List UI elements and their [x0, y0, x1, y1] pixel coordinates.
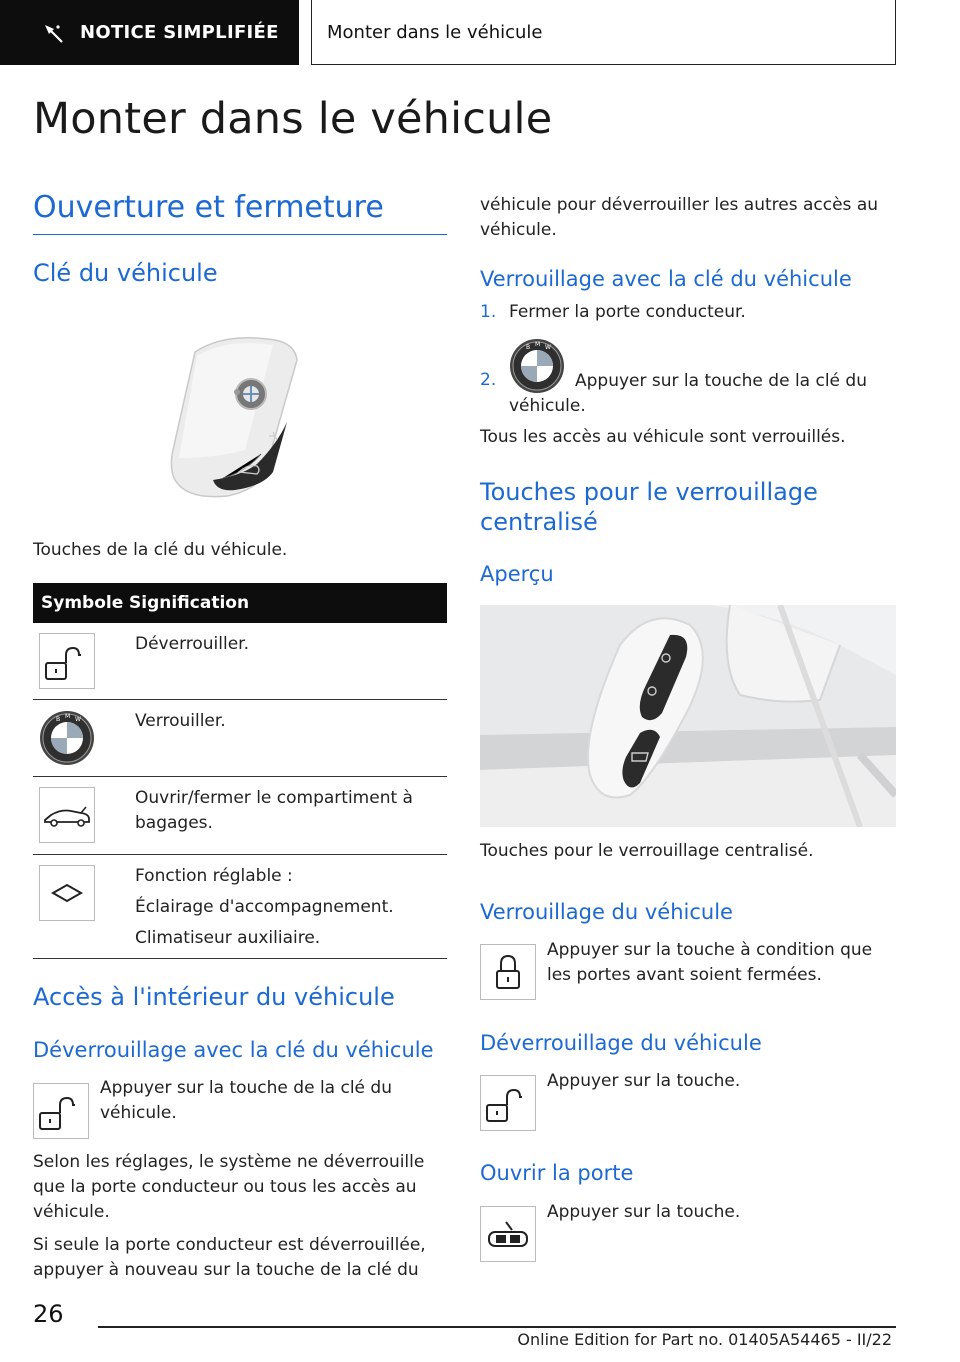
svg-text:B: B	[56, 716, 61, 723]
svg-text:M: M	[535, 341, 541, 348]
unlock-key-heading: Déverrouillage avec la clé du véhicule	[33, 1038, 434, 1062]
open-door-text: Appuyer sur la touche.	[547, 1202, 741, 1222]
unlock-icon	[39, 633, 95, 689]
svg-text:W: W	[75, 716, 81, 723]
bmw-logo-icon	[39, 710, 95, 766]
col-symbol: Symbole	[41, 593, 124, 613]
step-text: Fermer la porte conducteur.	[509, 302, 746, 322]
svg-text:M: M	[65, 713, 71, 720]
unlock-key-text: Appuyer sur la touche de la clé du véhicule.	[100, 1078, 392, 1123]
table-row	[33, 700, 447, 777]
door-lock-buttons-image	[480, 605, 896, 827]
paragraph: Si seule la porte conducteur est déverrouillée, appuyer à nouveau sur la touche de la clé du	[33, 1235, 426, 1280]
paragraph: véhicule pour déverrouiller les autres accès au véhicule.	[480, 195, 879, 240]
section-rule	[33, 234, 447, 235]
symbol-table	[33, 583, 447, 959]
row-text: Éclairage d'accompagnement.	[135, 897, 394, 917]
page-title: Monter dans le véhicule	[33, 94, 553, 144]
table-row	[33, 855, 447, 959]
lock-vehicle-heading: Verrouillage du véhicule	[480, 900, 733, 924]
row-text: Déverrouiller.	[135, 634, 250, 654]
breadcrumb-label: Monter dans le véhicule	[327, 21, 543, 43]
breadcrumb	[311, 0, 896, 65]
row-text: Climatiseur auxiliaire.	[135, 928, 321, 948]
table-header	[33, 583, 447, 623]
edition-text: Online Edition for Part no. 01405A54465 - II/22	[517, 1330, 892, 1349]
unlock-icon	[33, 1083, 89, 1139]
col-meaning: Signification	[129, 593, 250, 613]
unlock-vehicle-heading: Déverrouillage du véhicule	[480, 1031, 762, 1055]
access-heading: Accès à l'intérieur du véhicule	[33, 983, 395, 1011]
central-heading: Touches pour le verrouillage centralisé	[480, 478, 818, 536]
section-title: Ouverture et fermeture	[33, 190, 384, 225]
unlock-icon	[480, 1075, 536, 1131]
row-text: Ouvrir/fermer le compartiment à bagages.	[135, 788, 413, 833]
key-heading: Clé du véhicule	[33, 259, 218, 287]
svg-text:B: B	[526, 344, 531, 351]
diamond-icon	[39, 865, 95, 921]
overview-heading: Aperçu	[480, 562, 554, 586]
lock-icon	[480, 944, 536, 1000]
lock-vehicle-text: Appuyer sur la touche à condition que les portes avant soient fermées.	[547, 940, 873, 985]
key-caption: Touches de la clé du véhicule.	[33, 540, 288, 560]
car-trunk-icon	[39, 787, 95, 843]
unlock-vehicle-text: Appuyer sur la touche.	[547, 1071, 741, 1091]
car-key-image	[165, 330, 305, 500]
door-caption: Touches pour le verrouillage centralisé.	[480, 841, 814, 861]
footer-rule	[98, 1326, 896, 1328]
svg-text:W: W	[545, 344, 551, 351]
row-text: Fonction réglable :	[135, 866, 293, 886]
lock-key-heading: Verrouillage avec la clé du véhicule	[480, 267, 852, 291]
paragraph: Selon les réglages, le système ne déverrouille que la porte conducteur ou tous les accès au véhicule.	[33, 1152, 425, 1222]
step-number: 1.	[480, 302, 497, 322]
sparkle-icon	[40, 20, 66, 46]
table-row	[33, 777, 447, 855]
open-door-heading: Ouvrir la porte	[480, 1161, 634, 1185]
header-badge	[0, 0, 299, 65]
car-door-open-icon	[480, 1206, 536, 1262]
header-badge-label: NOTICE SIMPLIFIÉE	[80, 22, 279, 43]
step-text: Appuyer sur la touche de la clé du véhicule.	[509, 371, 867, 416]
page-number: 26	[33, 1300, 64, 1328]
row-text: Verrouiller.	[135, 711, 226, 731]
table-row	[33, 623, 447, 700]
step-number: 2.	[480, 370, 497, 390]
paragraph: Tous les accès au véhicule sont verrouillés.	[480, 427, 846, 447]
